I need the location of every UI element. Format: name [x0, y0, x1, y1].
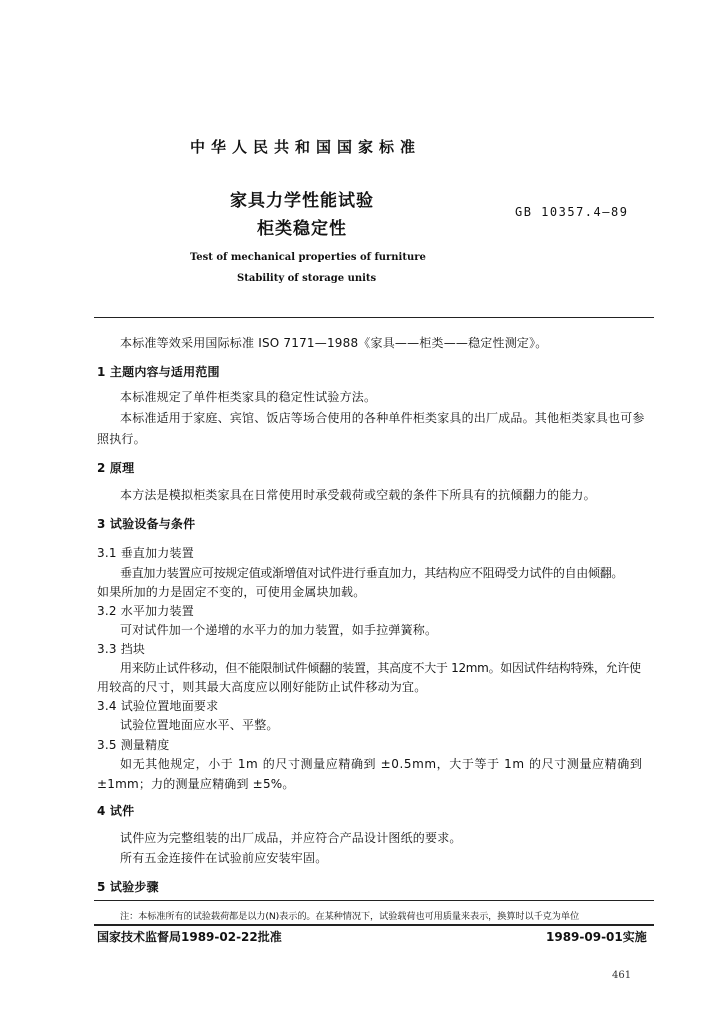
standard-code: GB 10357.4—89 — [515, 205, 629, 219]
section-3-1-line-1: 垂直加力装置应可按规定值或渐增值对试件进行垂直加力，其结构应不阻碍受力试件的自由倾翻。 — [120, 566, 624, 580]
section-3-heading: 3 试验设备与条件 — [97, 517, 196, 531]
section-1-para-2-line-1: 本标准适用于家庭、宾馆、饭店等场合使用的各种单件柜类家具的出厂成品。其他柜类家具也可参 — [120, 411, 645, 425]
intro-paragraph: 本标准等效采用国际标准 ISO 7171—1988《家具——柜类——稳定性测定》。 — [120, 336, 548, 350]
section-3-4-heading: 3.4 试验位置地面要求 — [97, 699, 219, 713]
section-3-5-heading: 3.5 测量精度 — [97, 738, 170, 752]
approval-line: 国家技术监督局1989-02-22批准 — [97, 930, 282, 944]
section-5-heading: 5 试验步骤 — [97, 880, 159, 894]
section-1-heading: 1 主题内容与适用范围 — [97, 365, 220, 379]
effective-date: 1989-09-01实施 — [546, 930, 647, 944]
national-standard-heading: 中华人民共和国国家标准 — [190, 138, 422, 156]
section-1-para-2-line-2: 照执行。 — [97, 432, 146, 446]
section-1-para-1: 本标准规定了单件柜类家具的稳定性试验方法。 — [120, 390, 377, 404]
section-3-2-line-1: 可对试件加一个递增的水平力的加力装置，如手拉弹簧称。 — [120, 623, 438, 637]
section-3-1-heading: 3.1 垂直加力装置 — [97, 546, 194, 560]
title-cn-line1: 家具力学性能试验 — [230, 191, 374, 211]
title-en-line1: Test of mechanical properties of furniture — [190, 252, 426, 263]
section-4-para-1: 试件应为完整组装的出厂成品，并应符合产品设计图纸的要求。 — [120, 831, 462, 845]
footnote: 注：本标准所有的试验载荷都是以力(N)表示的。在某种情况下，试验载荷也可用质量来表示，换算时以千克为单位 — [120, 911, 580, 922]
section-3-5-line-1: 如无其他规定，小于 1m 的尺寸测量应精确到 ±0.5mm，大于等于 1m 的尺寸测量应精确到 — [120, 757, 643, 771]
title-en-line2: Stability of storage units — [237, 273, 377, 284]
header-rule — [94, 317, 654, 318]
footnote-rule — [94, 900, 654, 901]
section-3-3-line-2: 用较高的尺寸，则其最大高度应以刚好能防止试件移动为宜。 — [97, 680, 427, 694]
page-number: 461 — [612, 970, 632, 981]
section-3-1-line-2: 如果所加的力是固定不变的，可使用金属块加载。 — [97, 585, 366, 599]
section-2-heading: 2 原理 — [97, 461, 135, 475]
section-3-5-line-2: ±1mm；力的测量应精确到 ±5%。 — [97, 777, 295, 791]
section-4-para-2: 所有五金连接件在试验前应安装牢固。 — [120, 851, 328, 865]
section-2-para-1: 本方法是模拟柜类家具在日常使用时承受载荷或空载的条件下所具有的抗倾翻力的能力。 — [120, 488, 596, 502]
footer-rule — [94, 924, 654, 926]
section-3-3-heading: 3.3 挡块 — [97, 642, 146, 656]
section-4-heading: 4 试件 — [97, 804, 135, 818]
section-3-4-line-1: 试验位置地面应水平、平整。 — [120, 718, 279, 732]
title-cn-line2: 柜类稳定性 — [257, 219, 347, 239]
section-3-2-heading: 3.2 水平加力装置 — [97, 604, 194, 618]
section-3-3-line-1: 用来防止试件移动，但不能限制试件倾翻的装置，其高度不大于 12mm。如因试件结构特殊，允许使 — [120, 661, 641, 675]
